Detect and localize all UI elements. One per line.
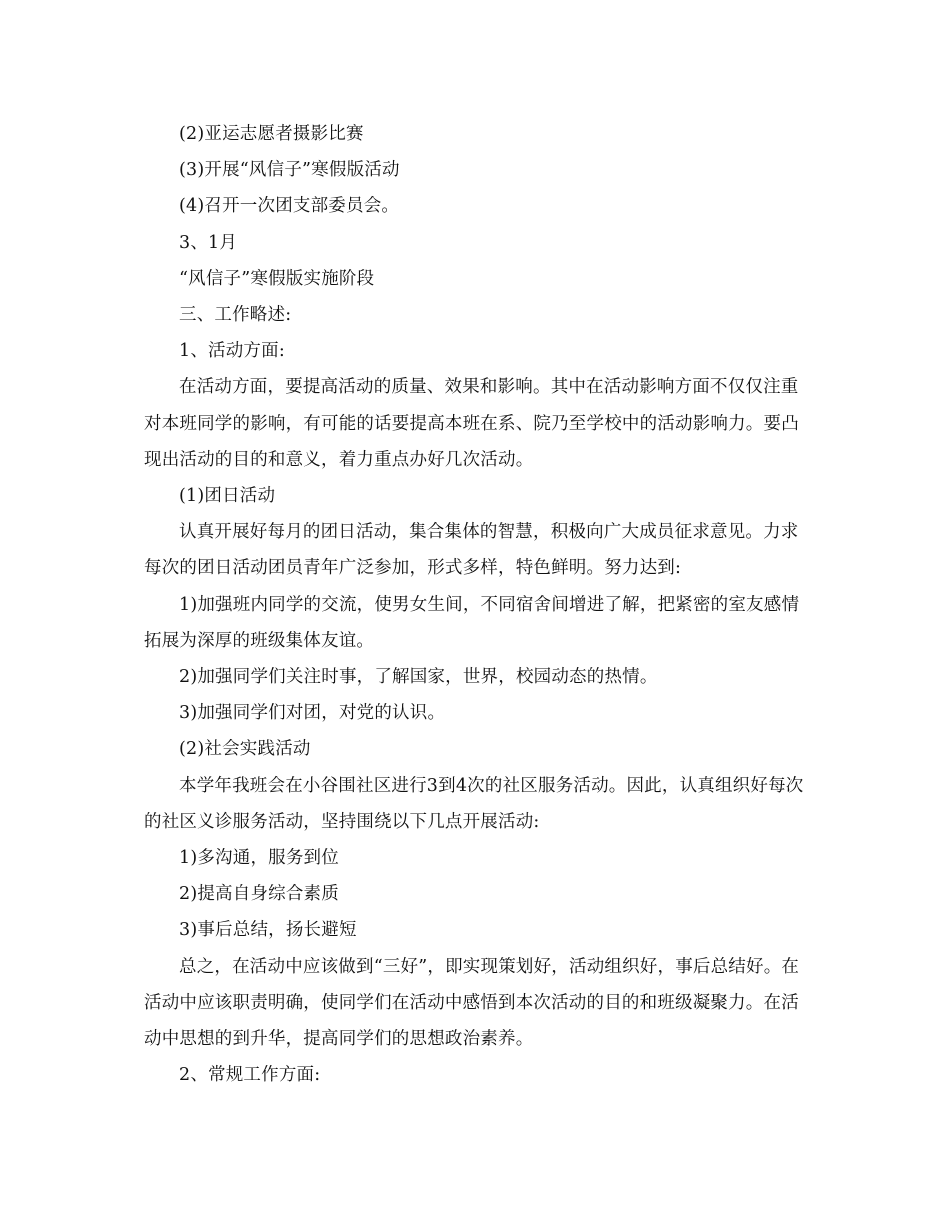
list-item: 3)加强同学们对团，对党的认识。 xyxy=(179,703,446,724)
paragraph: 本学年我班会在小谷围社区进行3到4次的社区服务活动。因此，认真组织好每次的社区义诊服务活动，坚持围绕以下几点开展活动: xyxy=(144,775,804,832)
document-body xyxy=(144,116,816,1093)
paragraph: “风信子”寒假版实施阶段 xyxy=(179,268,375,289)
section-heading: 3、1月 xyxy=(179,232,238,253)
paragraph: 认真开展好每月的团日活动，集合集体的智慧，积极向广大成员征求意见。力求每次的团日活动团员青年广泛参加，形式多样，特色鲜明。努力达到: xyxy=(144,522,799,579)
paragraph: 总之，在活动中应该做到“三好”，即实现策划好，活动组织好，事后总结好。在活动中应该职责明确，使同学们在活动中感悟到本次活动的目的和班级凝聚力。在活动中思想的到升华，提高同学们的思想政治素养。 xyxy=(144,956,800,1050)
paragraph: 在活动方面，要提高活动的质量、效果和影响。其中在活动影响方面不仅仅注重对本班同学的影响，有可能的话要提高本班在系、院乃至学校中的活动影响力。要凸现出活动的目的和意义，着力重点办好几次活动。 xyxy=(144,377,799,470)
subsection-heading: (2)社会实践活动 xyxy=(179,739,311,760)
list-item: (2)亚运志愿者摄影比赛 xyxy=(179,124,364,144)
list-item: 1)多沟通，服务到位 xyxy=(179,848,339,869)
list-item: (3)开展“风信子”寒假版活动 xyxy=(179,160,400,181)
list-item: (4)召开一次团支部委员会。 xyxy=(179,196,400,217)
subsection-heading: (1)团日活动 xyxy=(179,486,276,507)
section-heading: 1、活动方面: xyxy=(179,341,285,362)
section-heading: 2、常规工作方面: xyxy=(179,1065,321,1086)
list-item: 3)事后总结，扬长避短 xyxy=(179,920,357,941)
list-item: 1)加强班内同学的交流，使男女生间，不同宿舍间增进了解，把紧密的室友感情拓展为深厚的班级集体友谊。 xyxy=(144,594,800,651)
section-heading: 三、工作略述: xyxy=(179,305,292,326)
list-item: 2)提高自身综合素质 xyxy=(179,884,339,905)
list-item: 2)加强同学们关注时事，了解国家，世界，校园动态的热情。 xyxy=(179,667,658,688)
